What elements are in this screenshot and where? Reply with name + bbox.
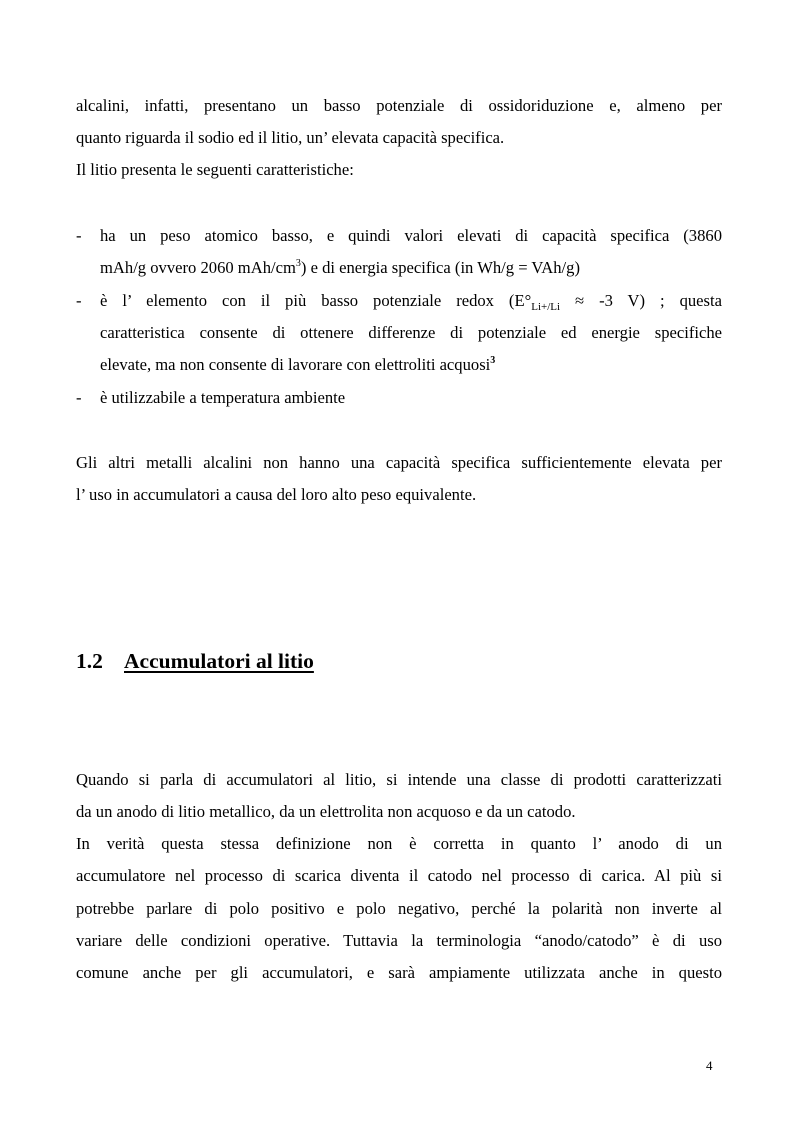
bullet1-line2-text-b: ) e di energia specifica (in Wh/g = VAh/g) xyxy=(300,258,580,277)
bullet3-line1: è utilizzabile a temperatura ambiente xyxy=(100,388,346,407)
page-number: 4 xyxy=(706,1058,713,1073)
section-title: Accumulatori al litio xyxy=(124,649,314,673)
para1-line3: Il litio presenta le seguenti caratteristiche: xyxy=(76,160,354,179)
para3-line3: In verità questa stessa definizione non è corretta in quanto l’ anodo di un xyxy=(76,834,722,853)
bullet1-line2 xyxy=(100,258,722,278)
bullet1-line2-text-a: mAh/g ovvero 2060 mAh/cm xyxy=(100,258,296,277)
bullet2-line1-text-b: ≈ -3 V) ; questa xyxy=(560,291,722,310)
section-heading xyxy=(76,648,314,674)
bullet-dash-3: - xyxy=(76,388,82,407)
para2-line1: Gli altri metalli alcalini non hanno una capacità specifica sufficientemente elevata per xyxy=(76,453,722,472)
bullet2-line1-text-a: è l’ elemento con il più basso potenziale redox (E° xyxy=(100,291,532,310)
superscript-cube: 3 xyxy=(295,258,301,269)
subscript-li: Li+/Li xyxy=(531,301,561,313)
bullet-dash-2: - xyxy=(76,291,82,310)
para3-line5: potrebbe parlare di polo positivo e polo negativo, perché la polarità non inverte al xyxy=(76,899,722,918)
para2-line2: l’ uso in accumulatori a causa del loro alto peso equivalente. xyxy=(76,485,477,504)
para3-line1: Quando si parla di accumulatori al litio, si intende una classe di prodotti caratterizzati xyxy=(76,770,722,789)
para3-line2: da un anodo di litio metallico, da un elettrolita non acquoso e da un catodo. xyxy=(76,802,576,821)
bullet2-line3 xyxy=(100,355,722,375)
para3-line6: variare delle condizioni operative. Tuttavia la terminologia “anodo/catodo” è di uso xyxy=(76,931,722,950)
section-number: 1.2 xyxy=(76,649,103,673)
para1-line2: quanto riguarda il sodio ed il litio, un’ elevata capacità specifica. xyxy=(76,128,505,147)
para1-line1: alcalini, infatti, presentano un basso potenziale di ossidoriduzione e, almeno per xyxy=(76,96,722,115)
bullet-dash-1: - xyxy=(76,226,82,245)
bullet1-line1: ha un peso atomico basso, e quindi valori elevati di capacità specifica (3860 xyxy=(100,226,722,245)
footnote-ref-3: 3 xyxy=(490,355,496,366)
bullet2-line2: caratteristica consente di ottenere differenze di potenziale ed energie specifiche xyxy=(100,323,722,342)
para3-line4: accumulatore nel processo di scarica diventa il catodo nel processo di carica. Al più si xyxy=(76,866,722,885)
para3-line7: comune anche per gli accumulatori, e sarà ampiamente utilizzata anche in questo xyxy=(76,963,722,982)
bullet2-line3-text: elevate, ma non consente di lavorare con elettroliti acquosi xyxy=(100,355,491,374)
bullet2-line1 xyxy=(100,291,722,311)
